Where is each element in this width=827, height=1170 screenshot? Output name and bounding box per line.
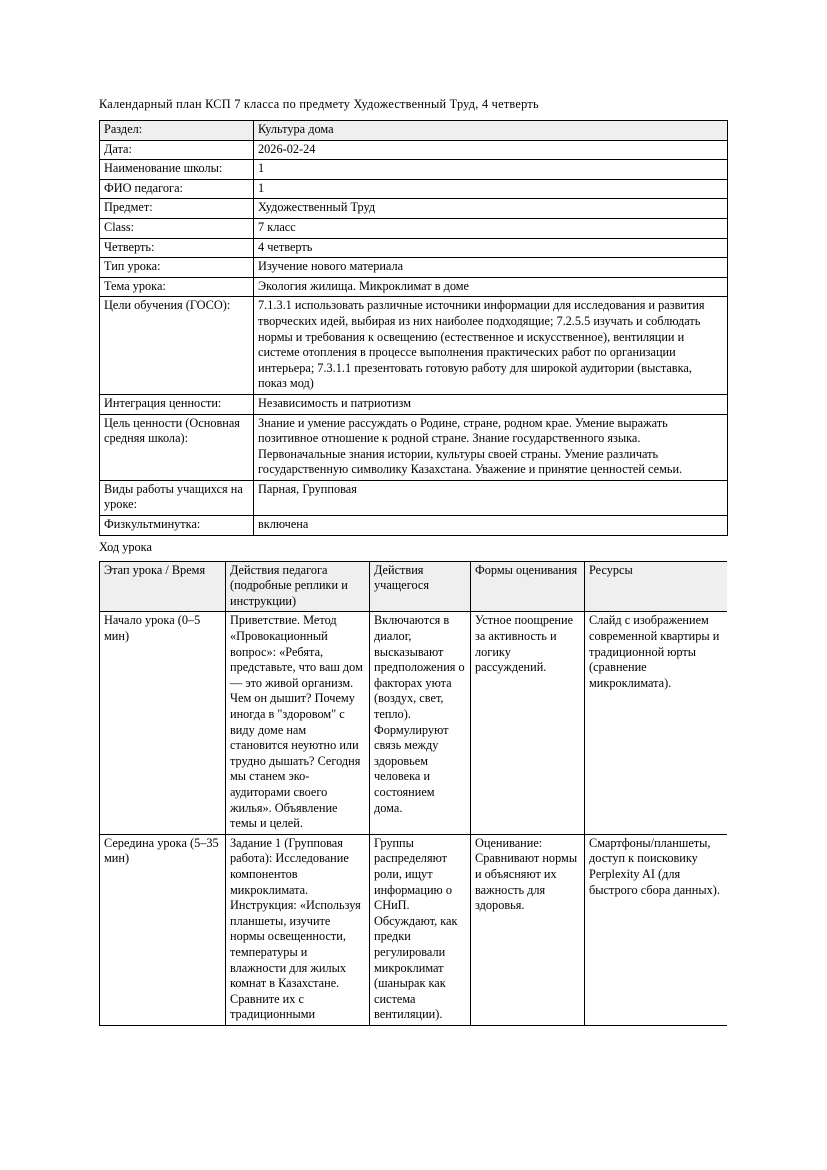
cell-stage: Начало урока (0–5 мин) <box>100 612 226 834</box>
table-row <box>100 121 728 141</box>
info-label: Раздел: <box>100 121 254 141</box>
cell-stage: Середина урока (5–35 мин) <box>100 834 226 1025</box>
info-value: включена <box>254 516 728 536</box>
info-label: Тема урока: <box>100 277 254 297</box>
info-value: 4 четверть <box>254 238 728 258</box>
info-value: 1 <box>254 179 728 199</box>
info-value: 2026-02-24 <box>254 140 728 160</box>
table-row <box>100 612 728 834</box>
table-row <box>100 297 728 395</box>
column-header-assessment: Формы оценивания <box>471 561 585 612</box>
cell-assessment: Устное поощрение за активность и логику рассуждений. <box>471 612 585 834</box>
table-row <box>100 394 728 414</box>
info-value: Экология жилища. Микроклимат в доме <box>254 277 728 297</box>
info-value: Независимость и патриотизм <box>254 394 728 414</box>
document-content <box>99 96 727 1026</box>
info-value: 7 класс <box>254 218 728 238</box>
cell-teacher-actions: Задание 1 (Групповая работа): Исследование компонентов микроклимата. Инструкция: «Используя планшеты, изучите нормы освещенности, температуры и влажности для жилых комнат в Казахстане. Сравните их с традиционными <box>226 834 370 1025</box>
cell-assessment: Оценивание: Сравнивают нормы и объясняют их важность для здоровья. <box>471 834 585 1025</box>
info-label: Четверть: <box>100 238 254 258</box>
info-value: Культура дома <box>254 121 728 141</box>
table-row <box>100 258 728 278</box>
cell-teacher-actions: Приветствие. Метод «Провокационный вопрос»: «Ребята, представьте, что ваш дом — это живой организм. Чем он дышит? Почему иногда в "здоровом" с виду доме нам становится неуютно или трудно дышать? Сегодня мы станем эко-аудиторами своего жилья». Объявление темы и целей. <box>226 612 370 834</box>
info-value: Знание и умение рассуждать о Родине, стране, родном крае. Умение выражать позитивное отношение к родной стране. Знание государственного языка. Первоначальные знания истории, культуры своей страны. Умение различать государственную символику Казахстана. Уважение и принятие ценностей семьи. <box>254 414 728 480</box>
info-label: Class: <box>100 218 254 238</box>
table-row <box>100 414 728 480</box>
lesson-info-table <box>99 120 728 536</box>
info-label: Цели обучения (ГОСО): <box>100 297 254 395</box>
lesson-flow-label: Ход урока <box>99 539 152 554</box>
cell-resources: Слайд с изображением современной квартиры и традиционной юрты (сравнение микроклимата). <box>585 612 728 834</box>
table-row <box>100 238 728 258</box>
info-label: Виды работы учащихся на уроке: <box>100 480 254 515</box>
table-row <box>100 140 728 160</box>
page-title: Календарный план КСП 7 класса по предмету Художественный Труд, 4 четверть <box>99 97 539 111</box>
column-header-teacher: Действия педагога (подробные реплики и инструкции) <box>226 561 370 612</box>
lesson-table-clip <box>99 561 727 1026</box>
table-row <box>100 277 728 297</box>
cell-student-actions: Включаются в диалог, высказывают предположения о факторах уюта (воздух, свет, тепло). Формулируют связь между здоровьем человека и состоянием дома. <box>370 612 471 834</box>
cell-student-actions: Группы распределяют роли, ищут информацию о СНиП. Обсуждают, как предки регулировали микроклимат (шанырак как система вентиляции). <box>370 834 471 1025</box>
info-value: Изучение нового материала <box>254 258 728 278</box>
table-row <box>100 199 728 219</box>
table-row <box>100 834 728 1025</box>
table-row <box>100 160 728 180</box>
column-header-stage: Этап урока / Время <box>100 561 226 612</box>
info-value: Парная, Групповая <box>254 480 728 515</box>
table-header-row <box>100 561 728 612</box>
info-value: Художественный Труд <box>254 199 728 219</box>
lesson-flow-table-head <box>100 561 728 612</box>
info-value: 1 <box>254 160 728 180</box>
column-header-resources: Ресурсы <box>585 561 728 612</box>
info-label: Интеграция ценности: <box>100 394 254 414</box>
table-row <box>100 480 728 515</box>
info-label: Физкультминутка: <box>100 516 254 536</box>
info-label: Предмет: <box>100 199 254 219</box>
info-label: Тип урока: <box>100 258 254 278</box>
lesson-flow-table <box>99 561 727 1026</box>
table-row <box>100 516 728 536</box>
column-header-student: Действия учащегося <box>370 561 471 612</box>
lesson-info-table-body <box>100 121 728 536</box>
cell-resources: Смартфоны/планшеты, доступ к поисковику Perplexity AI (для быстрого сбора данных). <box>585 834 728 1025</box>
table-row <box>100 179 728 199</box>
info-value: 7.1.3.1 использовать различные источники информации для исследования и развития творческих идей, выбирая из них наиболее подходящие; 7.2.5.5 изучать и соблюдать нормы и требования к освещению (естественное и искусственное), вентиляции и системе отопления в процессе выполнения практических работ по организации интерьера; 7.3.1.1 презентовать готовую работу для широкой аудитории (выставка, показ мод) <box>254 297 728 395</box>
info-label: Дата: <box>100 140 254 160</box>
table-row <box>100 218 728 238</box>
info-label: ФИО педагога: <box>100 179 254 199</box>
info-label: Наименование школы: <box>100 160 254 180</box>
lesson-flow-table-body <box>100 612 728 1025</box>
info-label: Цель ценности (Основная средняя школа): <box>100 414 254 480</box>
